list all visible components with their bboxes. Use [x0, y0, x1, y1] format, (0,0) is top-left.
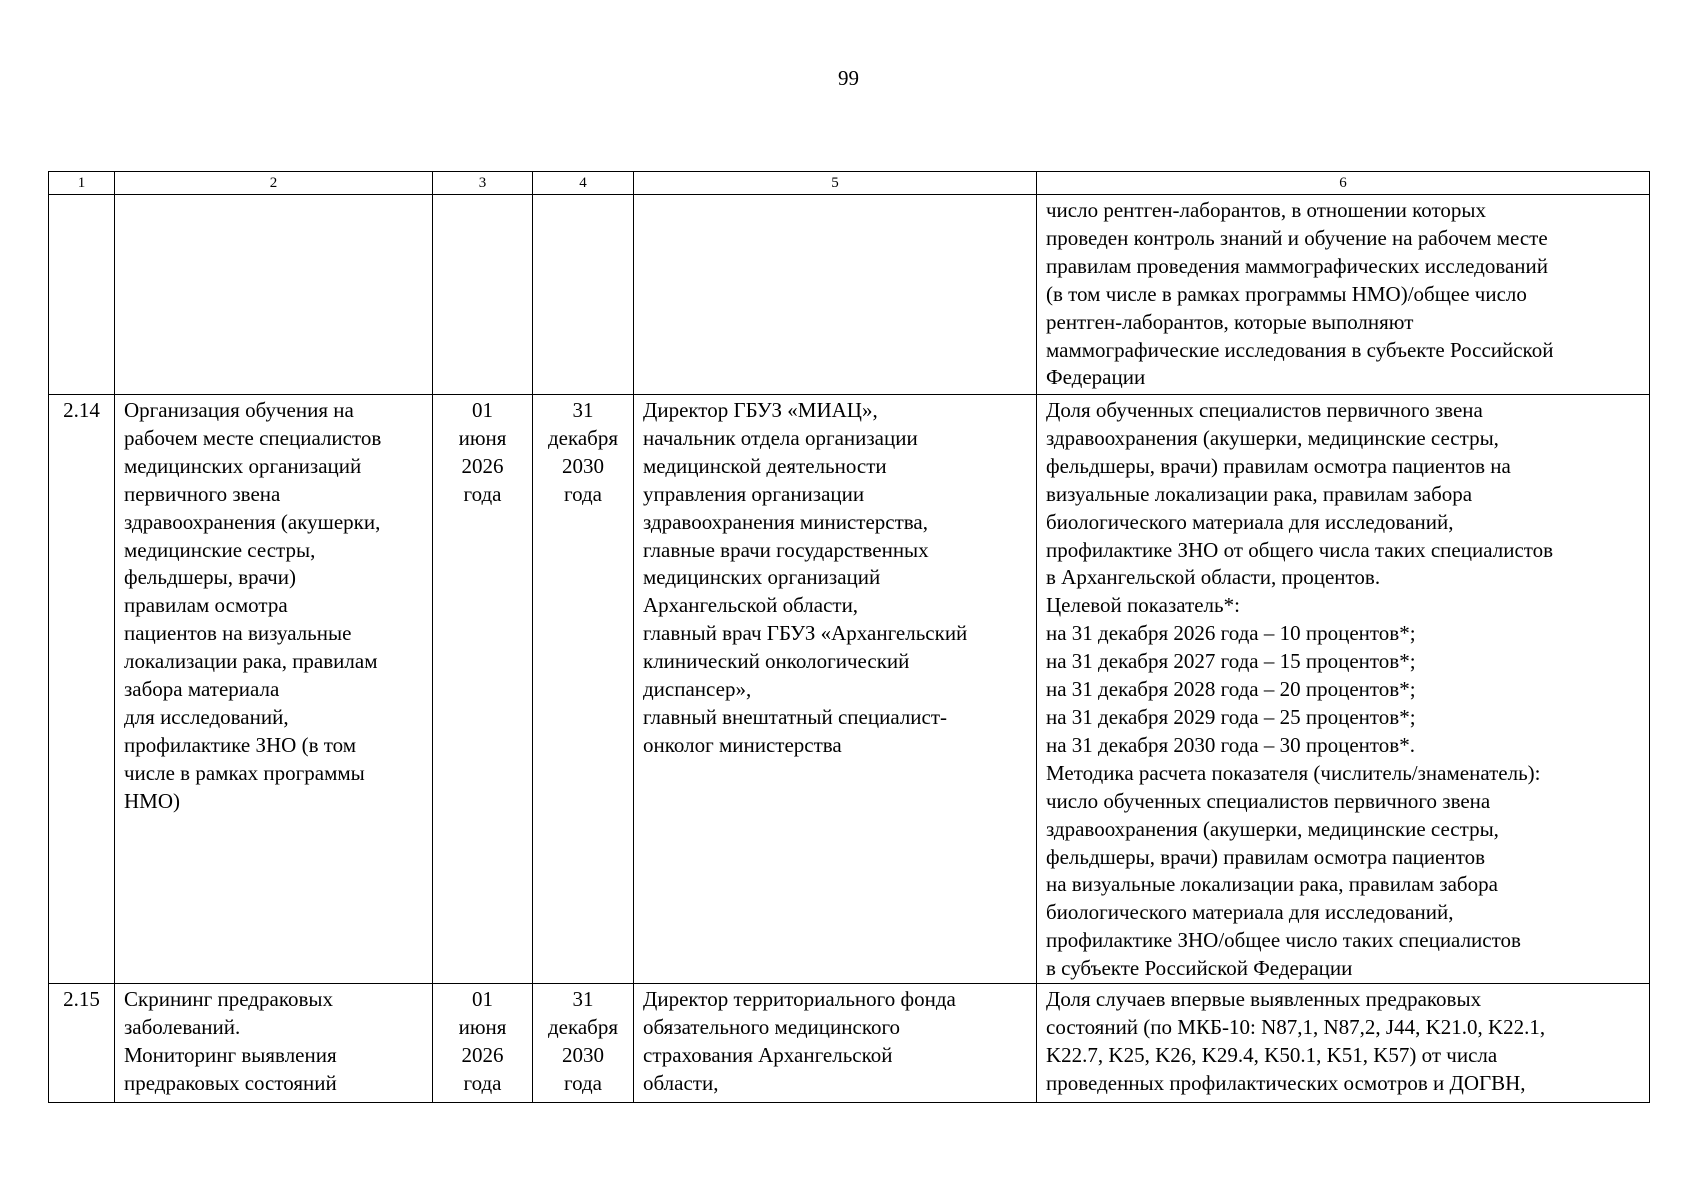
- column-header: 6: [1037, 172, 1650, 195]
- cell-line: здравоохранения (акушерки, медицинские сестры,: [1046, 425, 1499, 450]
- cell-line: обязательного медицинского: [643, 1014, 901, 1039]
- column-header: 5: [634, 172, 1037, 195]
- cell-line: на 31 декабря 2026 года – 10 процентов*;: [1046, 621, 1416, 646]
- cell-line: первичного звена: [124, 481, 281, 506]
- cell-line: пациентов на визуальные: [124, 621, 352, 646]
- cell-line: 2026: [461, 453, 504, 478]
- cell-line: медицинских организаций: [124, 453, 362, 478]
- cell-line: 31: [572, 398, 594, 422]
- cell-line: проведен контроль знаний и обучение на рабочем месте: [1046, 225, 1548, 250]
- cell-line: забора материала: [124, 677, 280, 702]
- cell-line: декабря: [547, 1014, 619, 1039]
- cell-line: Доля случаев впервые выявленных предраковых: [1046, 987, 1482, 1012]
- indicator-cell: [1037, 984, 1650, 1103]
- end-date-cell: [533, 195, 634, 395]
- column-header: 4: [533, 172, 634, 195]
- column-header: 3: [433, 172, 533, 195]
- cell-line: клинический онкологический: [643, 649, 910, 674]
- cell-line: медицинской деятельности: [643, 453, 887, 478]
- cell-line: июня: [458, 1014, 507, 1039]
- cell-line: Организация обучения на: [124, 398, 354, 422]
- cell-line: управления организации: [643, 481, 865, 506]
- cell-line: декабря: [547, 425, 619, 450]
- cell-line: Доля обученных специалистов первичного звена: [1046, 398, 1483, 422]
- column-header-row: [49, 172, 1650, 195]
- table-row: [49, 984, 1650, 1103]
- cell-line: фельдшеры, врачи) правилам осмотра пациентов на: [1046, 453, 1511, 478]
- cell-line: Целевой показатель*:: [1046, 593, 1240, 618]
- cell-line: число рентген-лаборантов, в отношении которых: [1046, 198, 1486, 222]
- cell-line: числе в рамках программы: [124, 760, 365, 785]
- cell-line: предраковых состояний: [124, 1070, 337, 1095]
- plan-table: [48, 171, 1650, 1103]
- cell-line: Федерации: [1046, 365, 1146, 390]
- row-number-cell: [49, 195, 115, 395]
- row-number-cell: 2.14: [49, 395, 115, 984]
- cell-line: страхования Архангельской: [643, 1042, 893, 1067]
- cell-line: начальник отдела организации: [643, 425, 918, 450]
- cell-line: число обученных специалистов первичного звена: [1046, 788, 1491, 813]
- cell-line: профилактике ЗНО/общее число таких специалистов: [1046, 928, 1521, 953]
- cell-line: для исследований,: [124, 704, 289, 729]
- cell-line: фельдшеры, врачи): [124, 565, 296, 590]
- table-row: [49, 195, 1650, 395]
- cell-line: на 31 декабря 2027 года – 15 процентов*;: [1046, 649, 1416, 674]
- cell-line: 01: [472, 398, 493, 422]
- cell-line: рабочем месте специалистов: [124, 425, 382, 450]
- responsible-cell: [634, 395, 1037, 984]
- column-header: 1: [49, 172, 115, 195]
- cell-line: медицинские сестры,: [124, 537, 316, 562]
- cell-line: Мониторинг выявления: [124, 1042, 337, 1067]
- cell-line: медицинских организаций: [643, 565, 881, 590]
- cell-line: K22.7, K25, K26, K29.4, K50.1, K51, K57) от числа: [1046, 1042, 1498, 1067]
- cell-line: здравоохранения (акушерки,: [124, 509, 381, 534]
- cell-line: Директор ГБУЗ «МИАЦ»,: [643, 398, 878, 422]
- column-header: 2: [115, 172, 433, 195]
- cell-line: Скрининг предраковых: [124, 987, 333, 1012]
- indicator-cell: [1037, 395, 1650, 984]
- cell-line: 31: [572, 987, 594, 1012]
- cell-line: рентген-лаборантов, которые выполняют: [1046, 309, 1414, 334]
- cell-line: главный врач ГБУЗ «Архангельский: [643, 621, 968, 646]
- cell-line: НМО): [124, 788, 180, 813]
- cell-line: заболеваний.: [124, 1014, 241, 1039]
- cell-line: профилактике ЗНО от общего числа таких специалистов: [1046, 537, 1554, 562]
- activity-cell: [115, 984, 433, 1103]
- cell-line: визуальные локализации рака, правилам забора: [1046, 481, 1473, 506]
- table-row: [49, 395, 1650, 984]
- activity-cell: [115, 195, 433, 395]
- cell-line: Архангельской области,: [643, 593, 859, 618]
- cell-line: 2030: [562, 453, 604, 478]
- cell-line: диспансер»,: [643, 677, 752, 702]
- cell-line: состояний (по МКБ-10: N87,1, N87,2, J44, K21.0, K22.1,: [1046, 1014, 1546, 1039]
- cell-line: года: [463, 481, 502, 506]
- responsible-cell: [634, 195, 1037, 395]
- row-number-cell: 2.15: [49, 984, 115, 1103]
- cell-line: июня: [458, 425, 507, 450]
- cell-line: на 31 декабря 2029 года – 25 процентов*;: [1046, 704, 1416, 729]
- cell-line: профилактике ЗНО (в том: [124, 732, 357, 757]
- cell-line: правилам осмотра: [124, 593, 288, 618]
- cell-line: 2030: [562, 1042, 604, 1067]
- cell-line: проведенных профилактических осмотров и ДОГВН,: [1046, 1070, 1526, 1095]
- cell-line: года: [564, 1070, 602, 1095]
- cell-line: на 31 декабря 2030 года – 30 процентов*.: [1046, 732, 1415, 757]
- cell-line: на 31 декабря 2028 года – 20 процентов*;: [1046, 677, 1416, 702]
- cell-line: 2026: [461, 1042, 504, 1067]
- cell-line: на визуальные локализации рака, правилам забора: [1046, 872, 1498, 897]
- cell-line: главный внештатный специалист-: [643, 704, 948, 729]
- cell-line: (в том числе в рамках программы НМО)/общее число: [1046, 281, 1527, 306]
- cell-line: фельдшеры, врачи) правилам осмотра пациентов: [1046, 844, 1486, 869]
- cell-line: биологического материала для исследований,: [1046, 509, 1454, 534]
- start-date-cell: [433, 195, 533, 395]
- start-date-cell: [433, 395, 533, 984]
- cell-line: года: [463, 1070, 502, 1095]
- cell-line: здравоохранения (акушерки, медицинские сестры,: [1046, 816, 1499, 841]
- activity-cell: [115, 395, 433, 984]
- cell-line: Методика расчета показателя (числитель/знаменатель):: [1046, 760, 1541, 785]
- end-date-cell: [533, 395, 634, 984]
- end-date-cell: [533, 984, 634, 1103]
- cell-line: Директор территориального фонда: [643, 987, 956, 1012]
- cell-line: в субъекте Российской Федерации: [1046, 956, 1353, 981]
- cell-line: правилам проведения маммографических исследований: [1046, 253, 1549, 278]
- cell-line: здравоохранения министерства,: [643, 509, 928, 534]
- cell-line: маммографические исследования в субъекте Российской: [1046, 337, 1554, 362]
- cell-line: локализации рака, правилам: [124, 649, 378, 674]
- cell-line: главные врачи государственных: [643, 537, 929, 562]
- cell-line: области,: [643, 1070, 719, 1095]
- cell-line: года: [564, 481, 602, 506]
- cell-line: 01: [472, 987, 493, 1012]
- cell-line: в Архангельской области, процентов.: [1046, 565, 1381, 590]
- page-number: 99: [838, 66, 859, 90]
- start-date-cell: [433, 984, 533, 1103]
- cell-line: онколог министерства: [643, 732, 842, 757]
- indicator-cell: [1037, 195, 1650, 395]
- responsible-cell: [634, 984, 1037, 1103]
- cell-line: биологического материала для исследований,: [1046, 900, 1454, 925]
